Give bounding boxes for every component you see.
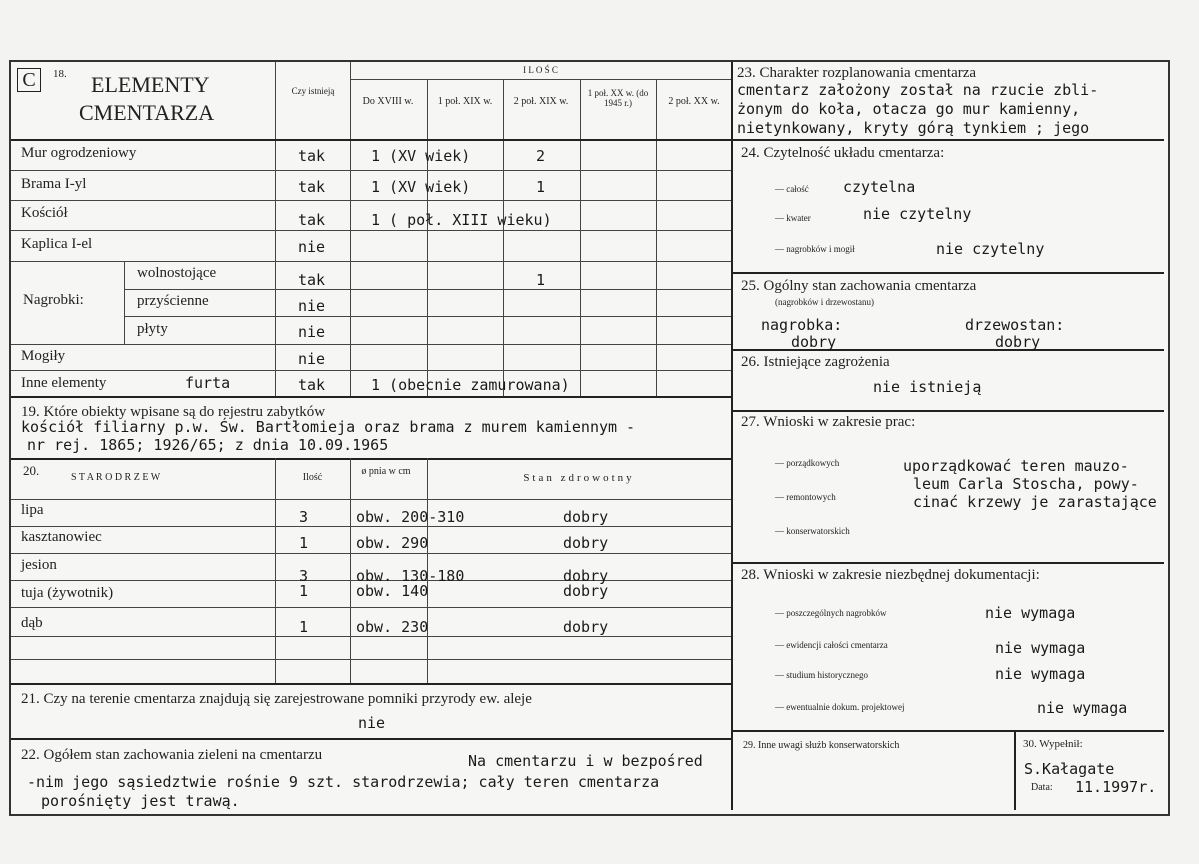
divider [731,62,733,810]
section-21-answer: nie [358,714,386,732]
col-header-state: Stan zdrowotny [523,472,635,484]
tree-state: dobry [563,618,609,636]
divider [11,553,731,554]
works-value: leum Carla Stoscha, powy- [913,475,1139,493]
col-header-c1: Do XVIII w. [362,96,414,107]
section-22-answer: Na cmentarzu i w bezpośred [468,752,703,770]
row-label: wolnostojące [137,265,217,281]
section-26-answer: nie istnieją [873,378,982,396]
section-25-label: nagrobka: [761,316,843,334]
row-c3: 1 [536,178,546,196]
tree-qty: 1 [299,534,309,552]
row-label: Mogiły [21,348,66,364]
section-23-answer: żonym do koła, otacza go mur kamienny, [737,100,1081,118]
section-25-question: 25. Ogólny stan zachowania cmentarza [741,278,977,294]
tree-name: kasztanowiec [21,529,102,545]
section-19-answer: nr rej. 1865; 1926/65; z dnia 10.09.1965 [27,436,389,454]
col-header-ilosc: I L O Ś C [523,65,558,75]
divider [731,730,1164,732]
tree-qty: 3 [299,567,309,585]
legibility-value: nie czytelny [863,205,972,223]
nagrobki-label: Nagrobki: [23,292,84,308]
row-exists: nie [298,297,326,315]
works-value: cinać krzewy je zarastające [913,493,1157,511]
divider [11,499,731,500]
divider [11,370,731,371]
tree-state: dobry [563,534,609,552]
section-30-label: 30. Wypełnił: [1023,738,1083,750]
tree-state: dobry [563,508,609,526]
divider [350,79,731,80]
row-exists: tak [298,271,326,289]
row-c1: 1 (XV wiek) [371,178,471,196]
row-label: przyścienne [137,293,209,309]
divider [11,200,731,201]
legibility-label: — nagrobków i mogił [775,244,855,254]
tree-qty: 1 [299,582,309,600]
divider [11,738,731,740]
section-28-question: 28. Wnioski w zakresie niezbędnej dokumentacji: [741,567,1040,583]
section-code: C [22,69,36,91]
section-19-answer: kościół filiarny p.w. Św. Bartłomieja oraz brama z murem kamiennym - [21,418,636,436]
row-c1: 1 (XV wiek) [371,147,471,165]
row-c3: 2 [536,147,546,165]
docs-label: — studium historycznego [775,670,868,680]
section-20-title: S T A R O D R Z E W [71,472,161,483]
tree-diam: obw. 140 [356,582,429,600]
section-22-question: 22. Ogółem stan zachowania zieleni na cmentarzu [21,747,323,763]
row-exists: tak [298,178,326,196]
docs-label: — ewidencji całości cmentarza [775,640,888,650]
docs-value: nie wymaga [985,604,1076,622]
divider [11,344,731,345]
divider [731,562,1164,564]
row-exists: nie [298,323,326,341]
tree-qty: 3 [299,508,309,526]
section-27-question: 27. Wnioski w zakresie prac: [741,414,916,430]
row-exists: nie [298,238,326,256]
divider [580,80,581,396]
tree-name: tuja (żywotnik) [21,585,114,601]
row-extra: furta [185,374,231,392]
divider [11,683,731,685]
legibility-label: — całość [775,184,809,194]
col-header-c3: 2 poł. XIX w. [513,96,569,107]
row-exists: tak [298,211,326,229]
section-25-value: dobry [995,333,1041,351]
divider [11,230,731,231]
date-label: Data: [1031,782,1053,793]
section-18-title-line2: CMENTARZA [79,100,215,125]
divider [11,607,731,608]
row-c3: 1 [536,271,546,289]
col-header-c2: 1 poł. XIX w. [437,96,493,107]
divider [656,80,657,396]
divider [350,458,351,683]
section-26-question: 26. Istniejące zagrożenia [741,354,890,370]
section-25-sub: (nagrobków i drzewostanu) [775,297,874,307]
section-22-answer: -nim jego sąsiedztwie rośnie 9 szt. starodrzewia; cały teren cmentarza [27,773,660,791]
date-value: 11.1997r. [1075,778,1157,796]
divider [731,139,1164,141]
row-label: Kościół [21,205,68,221]
section-23-answer: cmentarz założony został na rzucie zbli- [737,81,1099,99]
section-29-label: 29. Inne uwagi służb konserwatorskich [743,740,900,751]
divider [1014,730,1016,810]
divider [731,410,1164,412]
divider [11,526,731,527]
divider [11,659,731,660]
row-exists: tak [298,147,326,165]
row-label: płyty [137,321,168,337]
tree-qty: 1 [299,618,309,636]
section-20-number: 20. [23,463,40,478]
col-header-exists: Czy istnieją [291,86,335,96]
tree-diam: obw. 290 [356,534,429,552]
divider [731,272,1164,274]
divider [124,316,731,317]
record-card [9,60,1170,816]
section-18-title-line1: ELEMENTY [91,72,210,97]
docs-value: nie wymaga [1037,699,1128,717]
divider [427,80,428,396]
section-23-answer: nietynkowany, kryty górą tynkiem ; jego [737,119,1090,137]
divider [11,458,731,460]
tree-diam: obw. 130-180 [356,567,465,585]
docs-value: nie wymaga [995,639,1086,657]
row-c1: 1 ( poł. XIII wieku) [371,211,552,229]
section-code-box [17,68,41,92]
divider [503,80,504,396]
row-c1: 1 (obecnie zamurowana) [371,376,570,394]
row-label: Brama I-yl [21,176,87,192]
tree-diam: obw. 230 [356,618,429,636]
tree-name: lipa [21,502,44,518]
col-header-qty: Ilość [302,472,323,483]
legibility-value: nie czytelny [936,240,1045,258]
works-label: — remontowych [775,492,836,502]
section-21-question: 21. Czy na terenie cmentarza znajdują się zarejestrowane pomniki przyrody ew. aleje [21,691,532,707]
section-22-answer: porośnięty jest trawą. [41,792,240,810]
tree-diam: obw. 200-310 [356,508,465,526]
col-header-c4: 1 poł. XX w. (do 1945 r.) [587,88,649,108]
divider [275,62,276,396]
divider [11,170,731,171]
divider [11,636,731,637]
filled-by-name: S.Kałagate [1024,760,1115,778]
divider [350,62,351,396]
tree-name: jesion [21,557,57,573]
docs-label: — poszczególnych nagrobków [775,608,887,618]
tree-name: dąb [21,615,43,631]
row-exists: tak [298,376,326,394]
col-header-diam: ø pnia w cm [361,466,411,477]
docs-label: — ewentualnie dokum. projektowej [775,702,905,712]
tree-state: dobry [563,582,609,600]
divider [11,139,731,141]
row-label: Kaplica I-el [21,236,93,252]
divider [11,396,731,398]
tree-state: dobry [563,567,609,585]
docs-value: nie wymaga [995,665,1086,683]
divider [124,262,125,344]
section-23-question: 23. Charakter rozplanowania cmentarza [737,65,977,81]
row-label: Mur ogrodzeniowy [21,145,137,161]
section-25-value: dobry [791,333,837,351]
works-value: uporządkować teren mauzo- [903,457,1129,475]
works-label: — porządkowych [775,458,840,468]
works-label: — konserwatorskich [775,526,850,536]
section-25-label: drzewostan: [965,316,1065,334]
section-24-question: 24. Czytelność układu cmentarza: [741,145,945,161]
divider [275,458,276,683]
divider [124,289,731,290]
section-19-question: 19. Które obiekty wpisane są do rejestru zabytków [21,404,326,420]
section-18-number: 18. [53,68,67,80]
legibility-label: — kwater [775,213,811,223]
divider [11,261,731,262]
row-label: Inne elementy [21,375,107,391]
col-header-c5: 2 poł. XX w. [668,96,720,107]
row-exists: nie [298,350,326,368]
legibility-value: czytelna [843,178,916,196]
